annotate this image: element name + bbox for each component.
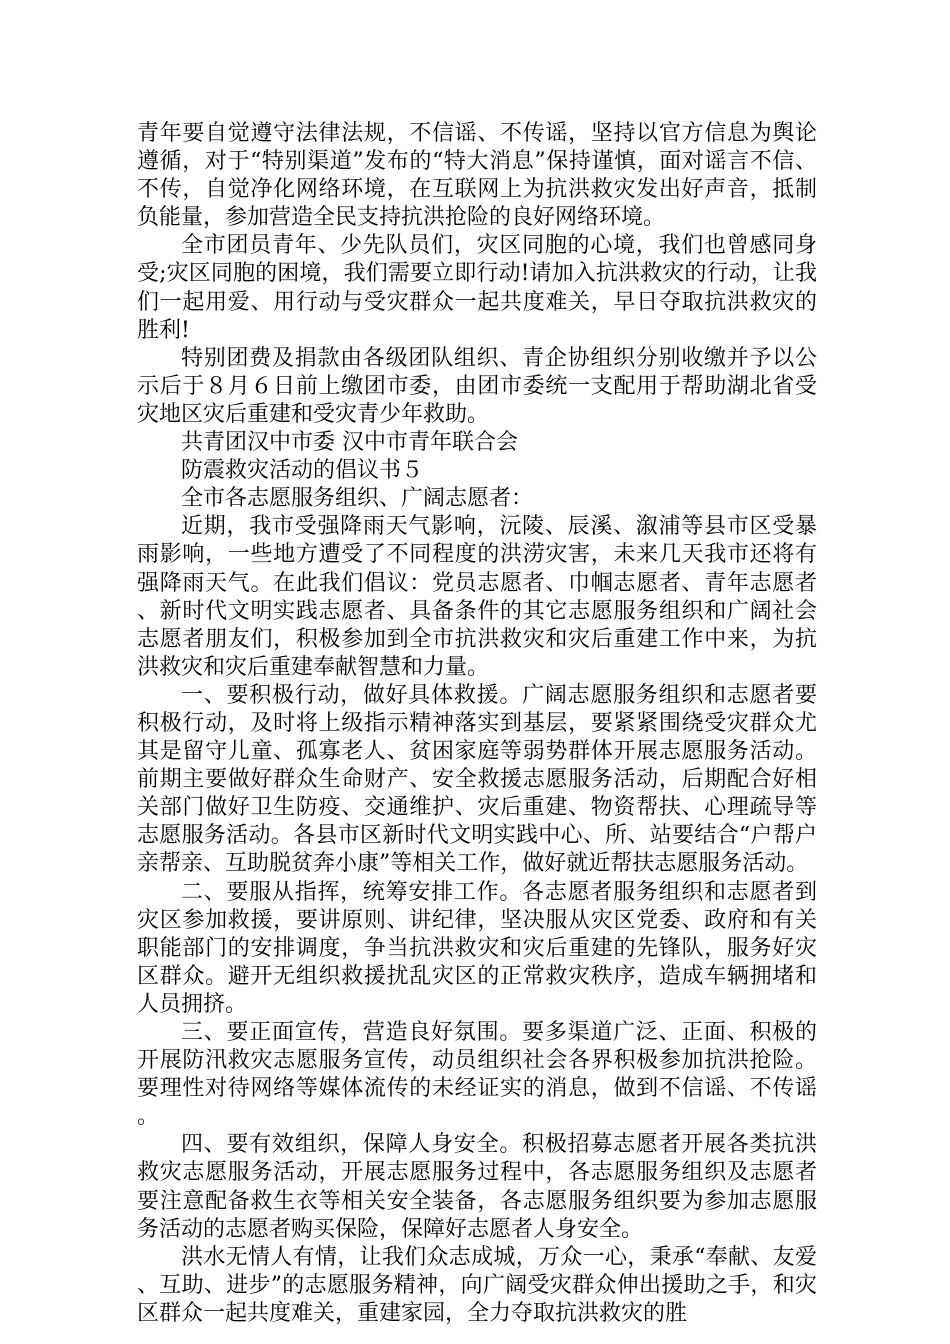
paragraph-point-1: 一、要积极行动，做好具体救援。广阔志愿服务组织和志愿者要积极行动，及时将上级指示精神落实到基层，要紧紧围绕受灾群众尤其是留守儿童、孤寡老人、贫困家庭等弱势群体开展志愿服务活动。前期主要做好群众生命财产、安全救援志愿服务活动，后期配合好相关部门做好卫生防疫、交通维护、灾后重建、物资帮扶、心理疏导等志愿服务活动。各县市区新时代文明实践中心、所、站要结合“户帮户亲帮亲、互助脱贫奔小康”等相关工作，做好就近帮扶志愿服务活动。 bbox=[137, 682, 817, 877]
paragraph-closing: 洪水无情人有情，让我们众志成城，万众一心，秉承“奉献、友爱、互助、进步”的志愿服务精神，向广阔受灾群众伸出援助之手，和灾区群众一起共度难关，重建家园，全力夺取抗洪救灾的胜 bbox=[137, 1244, 817, 1326]
paragraph-continuation: 青年要自觉遵守法律法规，不信谣、不传谣，坚持以官方信息为舆论遵循，对于“特别渠道”发布的“特大消息”保持谨慎，面对谣言不信、不传，自觉净化网络环境，在互联网上为抗洪救灾发出好声音，抵制负能量，参加营造全民支持抗洪抢险的良好网络环境。 bbox=[137, 121, 817, 231]
section-title: 防震救灾活动的倡议书５ bbox=[181, 458, 424, 484]
paragraph-fee-donation: 特别团费及捐款由各级团队组织、青企协组织分别收缴并予以公示后于８月６日前上缴团市委，由团市委统一支配用于帮助湖北省受灾地区灾后重建和受灾青少年救助。 bbox=[137, 345, 817, 427]
paragraph-intro: 近期，我市受强降雨天气影响，沅陵、辰溪、溆浦等县市区受暴雨影响，一些地方遭受了不同程度的洪涝灾害，未来几天我市还将有强降雨天气。在此我们倡议：党员志愿者、巾帼志愿者、青年志愿者、新时代文明实践志愿者、具备条件的其它志愿服务组织和广阔社会志愿者朋友们，积极参加到全市抗洪救灾和灾后重建工作中来，为抗洪救灾和灾后重建奉献智慧和力量。 bbox=[137, 514, 817, 680]
paragraph-appeal-youth: 全市团员青年、少先队员们，灾区同胞的心境，我们也曾感同身受;灾区同胞的困境，我们需要立即行动!请加入抗洪救灾的行动，让我们一起用爱、用行动与受灾群众一起共度难关，早日夺取抗洪救灾的胜利! bbox=[137, 233, 817, 343]
document-body bbox=[137, 120, 817, 1328]
paragraph-point-2: 二、要服从指挥，统筹安排工作。各志愿者服务组织和志愿者到灾区参加救援，要讲原则、讲纪律，坚决服从灾区党委、政府和有关职能部门的安排调度，争当抗洪救灾和灾后重建的先锋队，服务好灾区群众。避开无组织救援扰乱灾区的正常救灾秩序，造成车辆拥堵和人员拥挤。 bbox=[137, 879, 817, 1017]
paragraph-point-3: 三、要正面宣传，营造良好氛围。要多渠道广泛、正面、积极的开展防汛救灾志愿服务宣传，动员组织社会各界积极参加抗洪抢险。要理性对待网络等媒体流传的未经证实的消息，做到不信谣、不传谣。 bbox=[137, 1020, 817, 1130]
paragraph-point-4: 四、要有效组织，保障人身安全。积极招募志愿者开展各类抗洪救灾志愿服务活动，开展志愿服务过程中，各志愿服务组织及志愿者要注意配备救生衣等相关安全装备，各志愿服务组织要为参加志愿服务活动的志愿者购买保险，保障好志愿者人身安全。 bbox=[137, 1132, 817, 1242]
salutation: 全市各志愿服务组织、广阔志愿者： bbox=[181, 486, 534, 512]
signature-line: 共青团汉中市委 汉中市青年联合会 bbox=[181, 430, 518, 456]
